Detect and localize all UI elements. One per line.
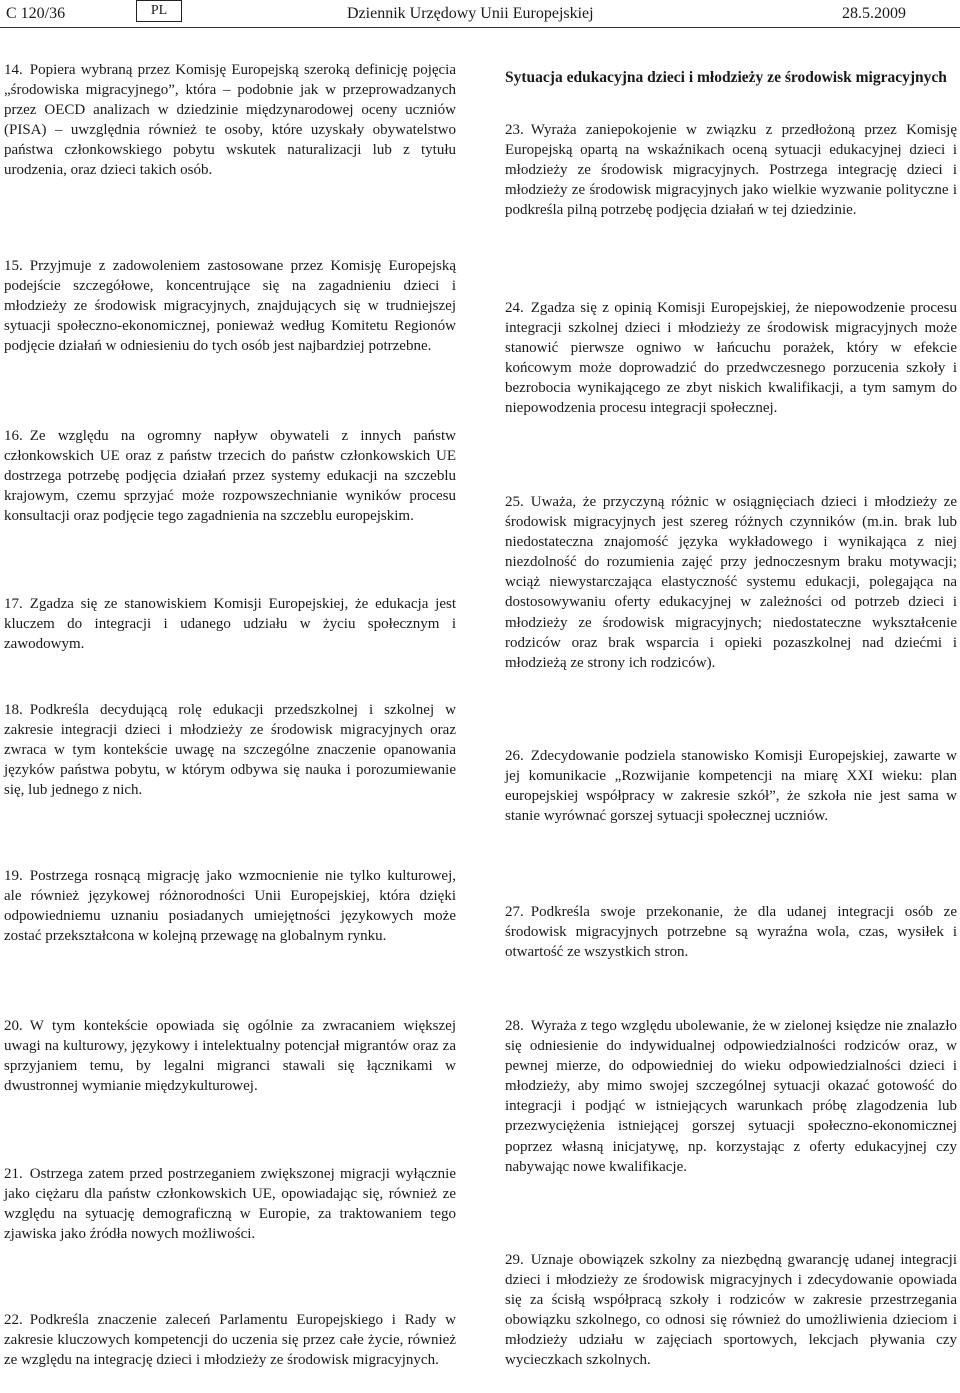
paragraph-text: Uważa, że przyczyną różnic w osiągnięciach dzieci i młodzieży ze środowisk migracyjnych jest szereg różnych czynników (m.in. brak lub niedostateczna znajomość języka wykładowego i wynikająca z niej niezdolność do rozumienia zajęć przy jednoczesnym braku motywacji; wciąż niewystarczająca elastyczność systemu edukacji, polegająca na dostosowywaniu oferty edukacyjnej w zależności od potrzeb dzieci i młodzieży ze środowisk migracyjnych; niedostateczne wykształcenie rodziców oraz brak wsparcia i opieki pozaszkolnej nad dziećmi i młodzieżą ze strony ich rodziców). — [505, 494, 957, 671]
paragraph-21 — [4, 1164, 456, 1244]
paragraph-24 — [505, 298, 957, 419]
paragraph-28 — [505, 1016, 957, 1177]
paragraph-number: 20. — [4, 1018, 23, 1034]
paragraph-number: 22. — [4, 1312, 23, 1328]
paragraph-25 — [505, 492, 957, 673]
paragraph-29 — [505, 1250, 957, 1371]
paragraph-text: W tym kontekście opowiada się ogólnie za zwracaniem większej uwagi na kulturowy, językowy i intelektualny potencjał migrantów oraz za sprzyjaniem temu, by legalni migranci stawali się łącznikami w dwustronnej wymianie międzykulturowej. — [4, 1018, 456, 1095]
paragraph-number: 25. — [505, 494, 524, 510]
paragraph-text: Wyraża z tego względu ubolewanie, że w zielonej księdze nie znalazło się odniesienie do indywidualnej odpowiedzialności rodziców oraz, w pewnej mierze, do odpowiedniej do wieku odpowiedzialności dzieci i młodzieży, aby mimo swojej szczególnej sytuacji okazać gotowość do integracji i podjąć w istniejących warunkach próbę zlagodzenia lub przezwyciężenia istniejącej gorszej sytuacji społeczno-ekonomicznej poprzez własną inicjatywę, np. korzystając z oferty edukacyjnej czy nabywając nowe kwalifikacje. — [505, 1018, 957, 1175]
paragraph-number: 26. — [505, 748, 524, 764]
paragraph-number: 28. — [505, 1018, 524, 1034]
language-code-box: PL — [136, 0, 182, 22]
paragraph-text: Zdecydowanie podziela stanowisko Komisji Europejskiej, zawarte w jej komunikacie „Rozwijanie kompetencji na miarę XXI wieku: plan europejskiej współpracy w zakresie szkół”, że szkoła nie jest sama w stanie wyrównać gorszej sytuacji społecznej uczniów. — [505, 748, 957, 825]
paragraph-number: 14. — [4, 62, 23, 78]
paragraph-17 — [4, 594, 456, 654]
page-header — [0, 0, 960, 24]
paragraph-text: Ostrzega zatem przed postrzeganiem zwiększonej migracji wyłącznie jako ciężaru dla państw członkowskich UE, opowiadając się, również ze względu na sytuację demograficzną w Europie, za traktowaniem tego zjawiska jako źródła nowych możliwości. — [4, 1166, 456, 1243]
paragraph-27 — [505, 902, 957, 962]
paragraph-text: Uznaje obowiązek szkolny za niezbędną gwarancję udanej integracji dzieci i młodzieży ze środowisk migracyjnych i zdecydowanie opowiada się za ścisłą współpracą szkoły i rodziców w zakresie przestrzegania obowiązku szkolnego, co odnosi się również do umożliwienia dzieciom i młodzieży udziału w zajęciach sportowych, lekcjach pływania czy wycieczkach szkolnych. — [505, 1252, 957, 1369]
paragraph-26 — [505, 746, 957, 826]
paragraph-text: Podkreśla swoje przekonanie, że dla udanej integracji osób ze środowisk migracyjnych potrzebne są wyraźna wola, czas, wysiłek i otwartość ze wszystkich stron. — [505, 904, 957, 961]
paragraph-20 — [4, 1016, 456, 1096]
paragraph-number: 29. — [505, 1252, 524, 1268]
paragraph-number: 24. — [505, 300, 524, 316]
paragraph-number: 18. — [4, 702, 23, 718]
paragraph-text: Zgadza się z opinią Komisji Europejskiej, że niepowodzenie procesu integracji szkolnej dzieci i młodzieży ze środowisk migracyjnych może stanowić pierwsze ogniwo w łańcuchu porażek, który w efekcie końcowym może doprowadzić do przedwczesnego porzucenia szkoły i bezrobocia wynikającego ze zbyt niskich kwalifikacji, a tym samym do niepowodzenia procesu integracji społecznej. — [505, 300, 957, 417]
paragraph-number: 27. — [505, 904, 524, 920]
paragraph-text: Ze względu na ogromny napływ obywateli z innych państw członkowskich UE oraz z państw trzecich do państw członkowskich UE dostrzega potrzebę podjęcia działań przez systemy edukacji na szczeblu krajowym, czemu sprzyjać może rozpowszechnianie wyników procesu konsultacji oraz podjęcie tego zagadnienia na szczeblu europejskim. — [4, 428, 456, 525]
paragraph-number: 15. — [4, 258, 23, 274]
publication-date: 28.5.2009 — [842, 5, 906, 22]
paragraph-22 — [4, 1310, 456, 1370]
paragraph-number: 17. — [4, 596, 23, 612]
journal-title: Dziennik Urzędowy Unii Europejskiej — [347, 5, 594, 22]
paragraph-text: Podkreśla znaczenie zaleceń Parlamentu Europejskiego i Rady w zakresie kluczowych kompetencji do uczenia się przez całe życie, również ze względu na integrację dzieci i młodzieży ze środowisk migracyjnych. — [4, 1312, 456, 1369]
paragraph-23 — [505, 120, 957, 220]
paragraph-text: Zgadza się ze stanowiskiem Komisji Europejskiej, że edukacja jest kluczem do integracji i udanego udziału w życiu społecznym i zawodowym. — [4, 596, 456, 653]
paragraph-text: Postrzega rosnącą migrację jako wzmocnienie nie tylko kulturowej, ale również językowej różnorodności Unii Europejskiej, która dzięki odpowiedniemu uznaniu posiadanych umiejętności językowych może zostać przekształcona w kolejną przewagę na globalnym rynku. — [4, 868, 456, 945]
paragraph-text: Wyraża zaniepokojenie w związku z przedłożoną przez Komisję Europejską opartą na wskaźnikach oceną sytuacji edukacyjnej dzieci i młodzieży ze środowisk migracyjnych. Postrzega integrację dzieci i młodzieży ze środowisk migracyjnych jako wielkie wyzwanie polityczne i podkreśla pilną potrzebę podjęcia działań w tej dziedzinie. — [505, 122, 957, 219]
paragraph-number: 21. — [4, 1166, 23, 1182]
paragraph-number: 19. — [4, 868, 23, 884]
paragraph-number: 23. — [505, 122, 524, 138]
paragraph-text: Popiera wybraną przez Komisję Europejską szeroką definicję pojęcia „środowiska migracyjnego”, która – podobnie jak w przeprowadzanych przez OECD analizach w dziedzinie międzynarodowej oceny uczniów (PISA) – uwzględnia również te osoby, które uzyskały obywatelstwo państwa członkowskiego pobytu wskutek naturalizacji lub z tytułu urodzenia, oraz dzieci takich osób. — [4, 62, 456, 179]
paragraph-19 — [4, 866, 456, 946]
paragraph-number: 16. — [4, 428, 23, 444]
paragraph-16 — [4, 426, 456, 526]
paragraph-text: Przyjmuje z zadowoleniem zastosowane przez Komisję Europejską podejście szczegółowe, koncentrujące się na zagadnieniu dzieci i młodzieży ze środowisk migracyjnych, znajdujących się w trudniejszej sytuacji społeczno-ekonomicznej, ponieważ według Komitetu Regionów podjęcie działań w odniesieniu do tych osób jest najbardziej potrzebne. — [4, 258, 456, 355]
page-number: C 120/36 — [6, 5, 66, 22]
section-heading: Sytuacja edukacyjna dzieci i młodzieży ze środowisk migracyjnych — [505, 69, 947, 86]
header-rule — [0, 27, 960, 28]
paragraph-14 — [4, 60, 456, 181]
paragraph-15 — [4, 256, 456, 356]
paragraph-18 — [4, 700, 456, 800]
paragraph-text: Podkreśla decydującą rolę edukacji przedszkolnej i szkolnej w zakresie integracji dzieci i młodzieży ze środowisk migracyjnych oraz zwraca w tym kontekście uwagę na szczególne znaczenie opanowania języków państwa pobytu, w którym odbywa się nauka i porozumiewanie się, lub jednego z nich. — [4, 702, 456, 799]
